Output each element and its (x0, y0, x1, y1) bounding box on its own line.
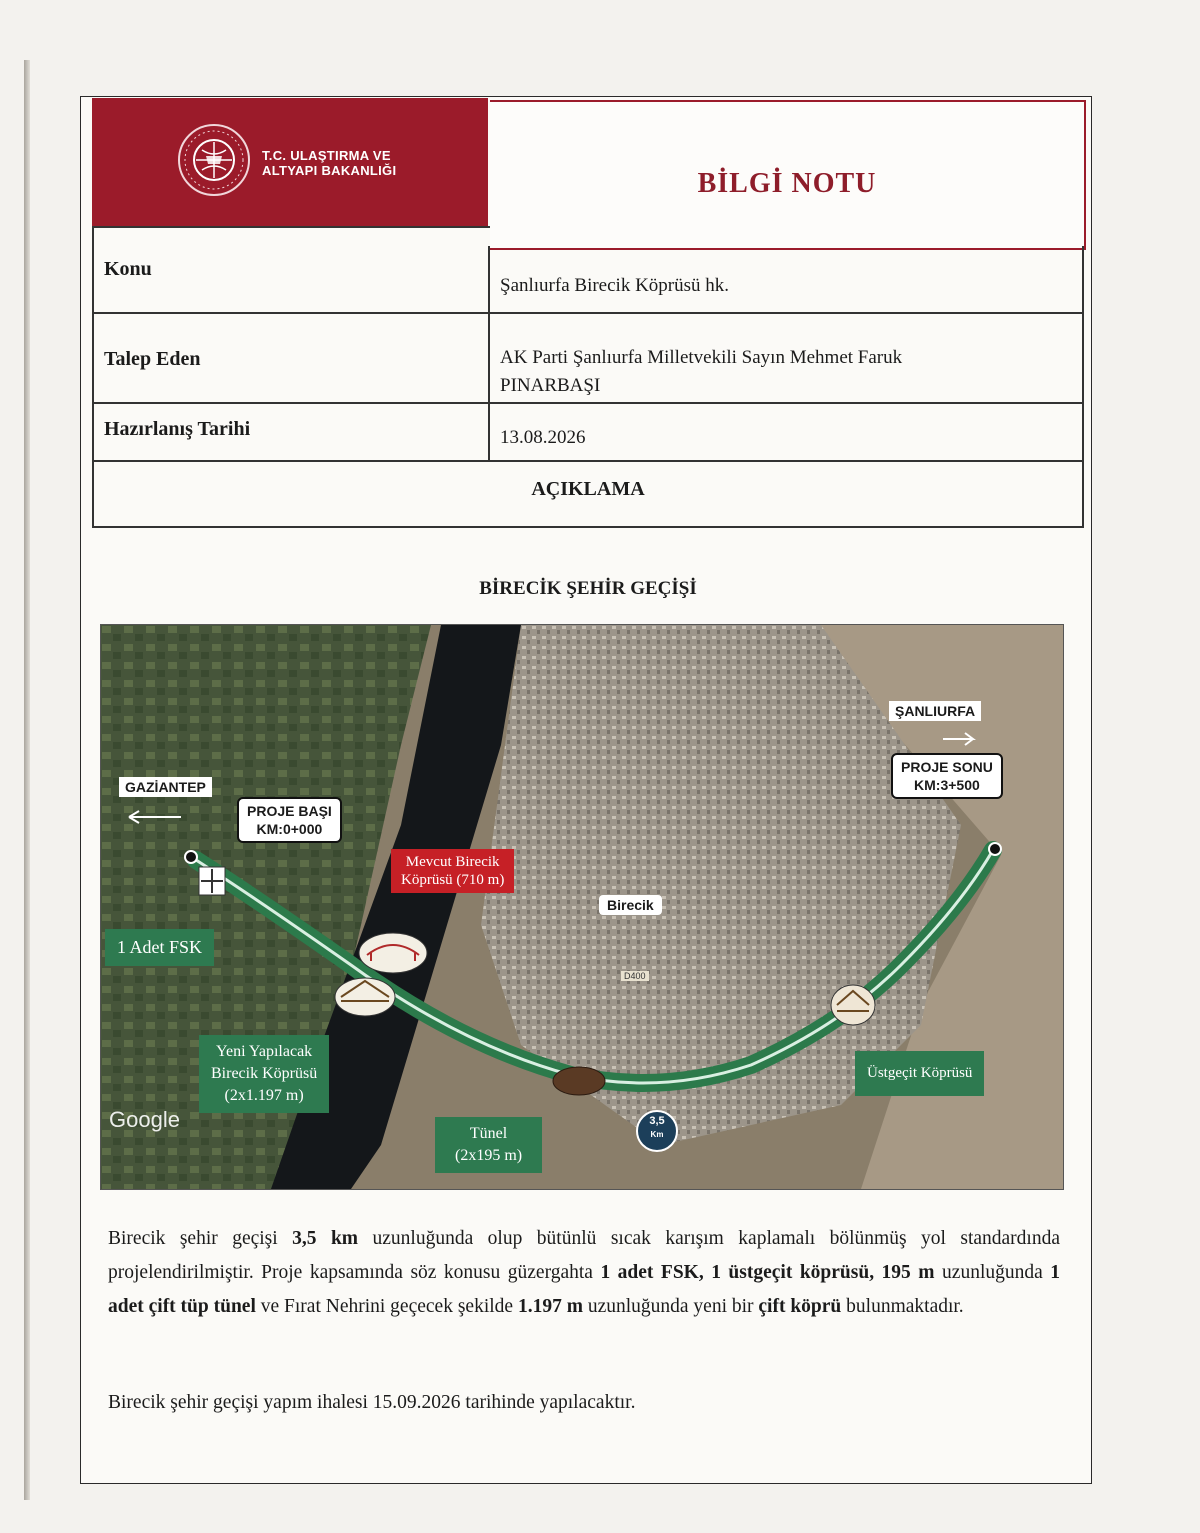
map-title: BİRECİK ŞEHİR GEÇİŞİ (479, 578, 697, 599)
description-heading: AÇIKLAMA (531, 478, 645, 500)
new-bridge-callout (199, 1035, 329, 1113)
subject-value: Şanlıurfa Birecik Köprüsü hk. (500, 275, 730, 296)
description-paragraph (108, 1222, 1060, 1324)
text-run: ve Fırat Nehrini geçecek şekilde (255, 1296, 518, 1317)
table-line (488, 246, 490, 460)
route-map (100, 624, 1064, 1190)
text-run-bold: 1 adet FSK, 1 üstgeçit köprüsü, 195 m (600, 1262, 935, 1283)
new-bridge-icon (335, 978, 395, 1016)
requester-value-line2: PINARBAŞI (500, 375, 601, 396)
existing-bridge-line1: Mevcut Birecik (405, 854, 500, 870)
document-title: BİLGİ NOTU (697, 168, 877, 199)
project-end-line1: PROJE SONU (901, 759, 993, 775)
text-run-bold: 3,5 km (292, 1228, 359, 1249)
tunnel-callout (435, 1117, 542, 1173)
text-run: Birecik şehir geçişi (108, 1228, 293, 1249)
distance-value: 3,5 (649, 1115, 665, 1127)
table-line (92, 226, 490, 228)
new-bridge-line2: Birecik Köprüsü (211, 1065, 318, 1082)
text-run: bulunmaktadır. (841, 1296, 964, 1317)
ministry-logo-icon (176, 122, 252, 198)
new-bridge-line3: (2x1.197 m) (224, 1087, 304, 1104)
ministry-name-line2: ALTYAPI BAKANLIĞI (262, 163, 397, 178)
requester-label: Talep Eden (104, 348, 201, 370)
tunnel-icon (553, 1067, 605, 1095)
google-watermark: Google (109, 1107, 180, 1132)
project-start-label (237, 797, 342, 843)
text-run: uzunluğunda yeni bir (582, 1296, 759, 1317)
text-run-bold: 1.197 m (517, 1296, 583, 1317)
table-line (92, 526, 1084, 528)
project-start-point (185, 851, 197, 863)
project-end-label (891, 753, 1003, 799)
table-line (92, 312, 1084, 314)
existing-bridge-callout (391, 849, 514, 893)
text-run: uzunluğunda olup bütünlü sıcak karışım kaplamalı bölünmüş yol standardında projelendirilmiştir. Proje kapsamında söz konusu güzergahta (108, 1228, 1060, 1283)
subject-label: Konu (104, 258, 152, 280)
project-end-point (989, 843, 1001, 855)
requester-value-line1: AK Parti Şanlıurfa Milletvekili Sayın Mehmet Faruk (500, 347, 903, 368)
ministry-name-line1: T.C. ULAŞTIRMA VE (262, 148, 391, 163)
distance-badge-text (637, 1115, 677, 1141)
new-bridge-line1: Yeni Yapılacak (216, 1043, 313, 1060)
table-line (92, 460, 1084, 462)
gaziantep-label: GAZİANTEP (119, 777, 212, 797)
paper-edge-shadow (24, 60, 30, 1500)
project-start-line1: PROJE BAŞI (247, 803, 332, 819)
overpass-callout: Üstgeçit Köprüsü (855, 1051, 984, 1096)
text-run-bold: 1 adet çift tüp tünel (108, 1262, 1060, 1317)
project-start-line2: KM:0+000 (256, 821, 323, 837)
tender-date-paragraph: Birecik şehir geçişi yapım ihalesi 15.09.2026 tarihinde yapılacaktır. (108, 1392, 636, 1413)
prepared-date-label: Hazırlanış Tarihi (104, 418, 251, 440)
text-run: uzunluğunda (934, 1262, 1051, 1283)
tunnel-line1: Tünel (469, 1125, 508, 1142)
tunnel-line2: (2x195 m) (455, 1147, 523, 1164)
existing-bridge-line2: Köprüsü (710 m) (401, 872, 505, 888)
table-line (92, 402, 1084, 404)
sanliurfa-label: ŞANLIURFA (889, 701, 981, 721)
distance-unit: Km (650, 1130, 664, 1139)
ministry-name (262, 148, 482, 178)
road-label: D400 (621, 971, 649, 981)
fsk-callout: 1 Adet FSK (105, 929, 214, 966)
text-run-bold: çift köprü (758, 1296, 842, 1317)
project-end-line2: KM:3+500 (914, 777, 980, 793)
prepared-date-value: 13.08.2026 (500, 427, 586, 448)
birecik-label: Birecik (599, 895, 662, 915)
